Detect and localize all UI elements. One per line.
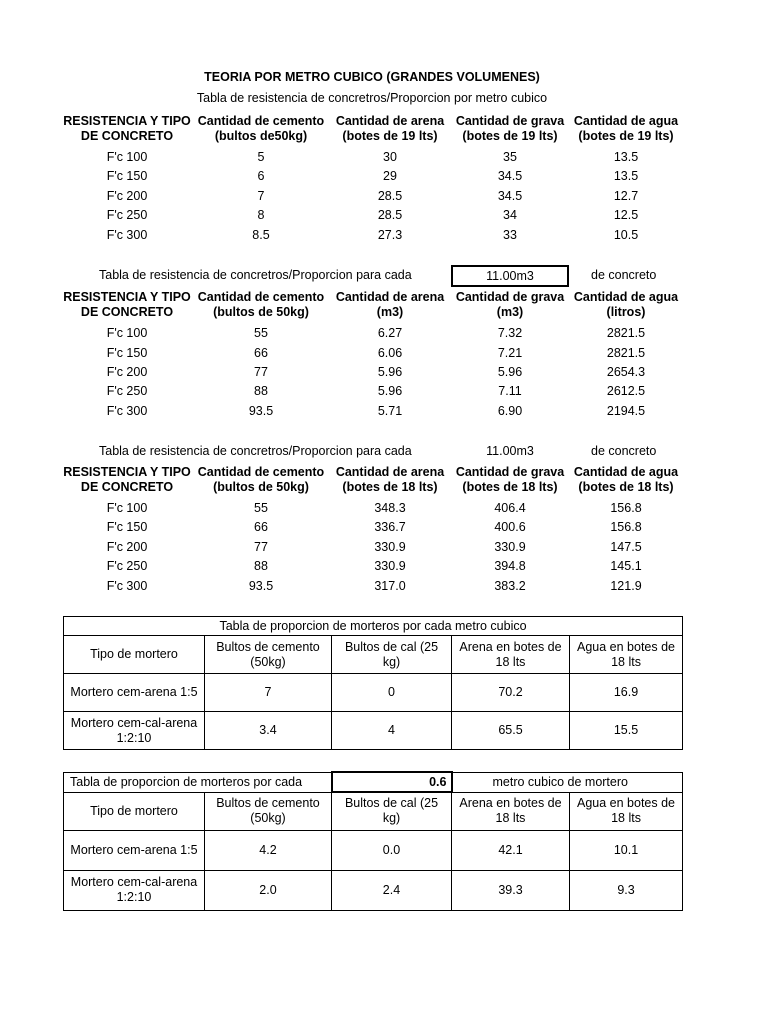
cell: Mortero cem-arena 1:5 bbox=[64, 830, 205, 870]
header-agua: Agua en botes de 18 lts bbox=[570, 792, 683, 830]
cell: 6.06 bbox=[377, 346, 403, 360]
table-row bbox=[0, 577, 768, 595]
cell: Mortero cem-cal-arena 1:2:10 bbox=[64, 712, 205, 750]
cell: 34.5 bbox=[497, 169, 523, 183]
cell: 156.8 bbox=[610, 501, 642, 515]
cell: 348.3 bbox=[374, 501, 406, 515]
section2-subtitle: Tabla de resistencia de concretros/Proporcion para cada bbox=[99, 268, 412, 282]
cell: F'c 100 bbox=[106, 150, 148, 164]
cell: F'c 200 bbox=[106, 189, 148, 203]
cell: 15.5 bbox=[570, 712, 683, 750]
table-row bbox=[0, 344, 768, 362]
cell: 39.3 bbox=[452, 870, 570, 910]
cell: 330.9 bbox=[494, 540, 526, 554]
page-title: TEORIA POR METRO CUBICO (GRANDES VOLUMENES) bbox=[204, 70, 540, 84]
cell: F'c 200 bbox=[106, 365, 148, 379]
cell: 16.9 bbox=[570, 674, 683, 712]
cell: 2821.5 bbox=[606, 326, 646, 340]
header-grava: Cantidad de grava (m3) bbox=[455, 290, 565, 319]
cell: F'c 300 bbox=[106, 228, 148, 242]
cell: 29 bbox=[383, 169, 397, 183]
cell: F'c 250 bbox=[106, 384, 148, 398]
cell: 330.9 bbox=[374, 540, 406, 554]
mortar-table-2 bbox=[63, 771, 683, 911]
cell: 77 bbox=[254, 365, 268, 379]
cell: 330.9 bbox=[374, 559, 406, 573]
cell: 10.1 bbox=[570, 830, 683, 870]
cell: 93.5 bbox=[248, 579, 274, 593]
cell: 7.32 bbox=[497, 326, 523, 340]
cell: 2194.5 bbox=[606, 404, 646, 418]
section3-volume: 11.00m3 bbox=[486, 444, 534, 458]
table-row bbox=[0, 538, 768, 556]
header-arena: Cantidad de arena (m3) bbox=[335, 290, 445, 319]
cell: 383.2 bbox=[494, 579, 526, 593]
table-row bbox=[0, 206, 768, 224]
cell: 2.4 bbox=[332, 870, 452, 910]
table-row bbox=[64, 674, 683, 712]
header-cemento: Cantidad de cemento (bultos de 50kg) bbox=[197, 290, 325, 319]
cell: 6 bbox=[257, 169, 265, 183]
cell: 88 bbox=[254, 384, 268, 398]
table-row bbox=[64, 870, 683, 910]
cell: F'c 250 bbox=[106, 208, 148, 222]
header-grava: Cantidad de grava (botes de 18 lts) bbox=[455, 465, 565, 494]
table-row bbox=[64, 636, 683, 674]
section2-suffix: de concreto bbox=[591, 268, 657, 282]
cell: 27.3 bbox=[377, 228, 403, 242]
cell: 55 bbox=[254, 326, 268, 340]
cell: 28.5 bbox=[377, 208, 403, 222]
section1-subtitle: Tabla de resistencia de concretros/Proporcion por metro cubico bbox=[196, 91, 548, 105]
header-cemento: Bultos de cemento (50kg) bbox=[205, 636, 332, 674]
cell: 35 bbox=[503, 150, 517, 164]
cell: F'c 150 bbox=[106, 520, 148, 534]
cell: F'c 300 bbox=[106, 579, 148, 593]
cell: 317.0 bbox=[374, 579, 406, 593]
table-row bbox=[0, 187, 768, 205]
mortar-table-2-suffix: metro cubico de mortero bbox=[452, 772, 683, 792]
cell: 10.5 bbox=[613, 228, 639, 242]
cell: 4 bbox=[332, 712, 452, 750]
table-row bbox=[64, 830, 683, 870]
table-row bbox=[0, 518, 768, 536]
table-row bbox=[0, 226, 768, 244]
cell: 42.1 bbox=[452, 830, 570, 870]
section3-suffix: de concreto bbox=[591, 444, 657, 458]
cell: 8.5 bbox=[252, 228, 270, 242]
cell: 336.7 bbox=[374, 520, 406, 534]
mortar-table-2-title: Tabla de proporcion de morteros por cada bbox=[64, 772, 332, 792]
cell: 5.96 bbox=[377, 365, 403, 379]
header-agua: Cantidad de agua (botes de 19 lts) bbox=[573, 114, 679, 143]
header-cal: Bultos de cal (25 kg) bbox=[332, 792, 452, 830]
cell: 2612.5 bbox=[606, 384, 646, 398]
table-row bbox=[64, 617, 683, 636]
cell: 0.0 bbox=[332, 830, 452, 870]
cell: 5.71 bbox=[377, 404, 403, 418]
cell: 5 bbox=[257, 150, 265, 164]
cell: 406.4 bbox=[494, 501, 526, 515]
header-arena: Arena en botes de 18 lts bbox=[452, 636, 570, 674]
header-agua: Cantidad de agua (litros) bbox=[573, 290, 679, 319]
table-row bbox=[0, 148, 768, 166]
cell: 55 bbox=[254, 501, 268, 515]
cell: 156.8 bbox=[610, 520, 642, 534]
header-arena: Cantidad de arena (botes de 18 lts) bbox=[335, 465, 445, 494]
cell: 4.2 bbox=[205, 830, 332, 870]
cell: 147.5 bbox=[610, 540, 642, 554]
header-cemento: Cantidad de cemento (bultos de50kg) bbox=[197, 114, 325, 143]
cell: F'c 300 bbox=[106, 404, 148, 418]
cell: 6.27 bbox=[377, 326, 403, 340]
cell: 2.0 bbox=[205, 870, 332, 910]
header-cemento: Bultos de cemento (50kg) bbox=[205, 792, 332, 830]
cell: 93.5 bbox=[248, 404, 274, 418]
cell: F'c 150 bbox=[106, 346, 148, 360]
cell: 7 bbox=[257, 189, 265, 203]
cell: 2654.3 bbox=[606, 365, 646, 379]
cell: 7.11 bbox=[498, 384, 522, 398]
header-cal: Bultos de cal (25 kg) bbox=[332, 636, 452, 674]
cell: Mortero cem-arena 1:5 bbox=[64, 674, 205, 712]
cell: 77 bbox=[254, 540, 268, 554]
table-row bbox=[0, 324, 768, 342]
cell: 7.21 bbox=[497, 346, 523, 360]
cell: 121.9 bbox=[610, 579, 642, 593]
cell: 8 bbox=[257, 208, 265, 222]
cell: 70.2 bbox=[452, 674, 570, 712]
mortar-table-1-title: Tabla de proporcion de morteros por cada metro cubico bbox=[64, 617, 683, 636]
cell: 7 bbox=[205, 674, 332, 712]
cell: 13.5 bbox=[613, 150, 639, 164]
cell: F'c 100 bbox=[106, 501, 148, 515]
table-row bbox=[0, 499, 768, 517]
table-row bbox=[0, 382, 768, 400]
cell: 145.1 bbox=[610, 559, 642, 573]
header-resistencia: RESISTENCIA Y TIPO DE CONCRETO bbox=[63, 465, 191, 494]
header-resistencia: RESISTENCIA Y TIPO DE CONCRETO bbox=[63, 290, 191, 319]
cell: 5.96 bbox=[497, 365, 523, 379]
section3-subtitle: Tabla de resistencia de concretros/Proporcion para cada bbox=[99, 444, 412, 458]
cell: 0 bbox=[332, 674, 452, 712]
cell: 5.96 bbox=[377, 384, 403, 398]
cell: 28.5 bbox=[377, 189, 403, 203]
cell: 3.4 bbox=[205, 712, 332, 750]
header-arena: Arena en botes de 18 lts bbox=[452, 792, 570, 830]
table-row bbox=[0, 363, 768, 381]
cell: 12.5 bbox=[613, 208, 639, 222]
header-grava: Cantidad de grava (botes de 19 lts) bbox=[455, 114, 565, 143]
mortar-table-1 bbox=[63, 616, 683, 750]
table-row bbox=[0, 402, 768, 420]
cell: 88 bbox=[254, 559, 268, 573]
section2-volume-input[interactable]: 11.00m3 bbox=[451, 265, 569, 287]
cell: 34.5 bbox=[497, 189, 523, 203]
header-arena: Cantidad de arena (botes de 19 lts) bbox=[335, 114, 445, 143]
table-row bbox=[64, 772, 683, 792]
header-tipo: Tipo de mortero bbox=[64, 636, 205, 674]
table-row bbox=[0, 167, 768, 185]
cell: 9.3 bbox=[570, 870, 683, 910]
cell: 34 bbox=[503, 208, 517, 222]
cell: 394.8 bbox=[494, 559, 526, 573]
header-resistencia: RESISTENCIA Y TIPO DE CONCRETO bbox=[63, 114, 191, 143]
cell: 65.5 bbox=[452, 712, 570, 750]
header-agua: Cantidad de agua (botes de 18 lts) bbox=[573, 465, 679, 494]
cell: 30 bbox=[383, 150, 397, 164]
table-row bbox=[64, 792, 683, 830]
cell: Mortero cem-cal-arena 1:2:10 bbox=[64, 870, 205, 910]
header-agua: Agua en botes de 18 lts bbox=[570, 636, 683, 674]
header-cemento: Cantidad de cemento (bultos de 50kg) bbox=[197, 465, 325, 494]
header-tipo: Tipo de mortero bbox=[64, 792, 205, 830]
cell: 66 bbox=[254, 520, 268, 534]
table-row bbox=[64, 712, 683, 750]
cell: 400.6 bbox=[494, 520, 526, 534]
cell: F'c 150 bbox=[106, 169, 148, 183]
cell: F'c 250 bbox=[106, 559, 148, 573]
cell: 6.90 bbox=[497, 404, 523, 418]
cell: 2821.5 bbox=[606, 346, 646, 360]
table-row bbox=[0, 557, 768, 575]
cell: 66 bbox=[254, 346, 268, 360]
cell: 12.7 bbox=[613, 189, 639, 203]
cell: 13.5 bbox=[613, 169, 639, 183]
cell: F'c 200 bbox=[106, 540, 148, 554]
mortar-volume-input[interactable]: 0.6 bbox=[332, 772, 452, 792]
cell: F'c 100 bbox=[106, 326, 148, 340]
cell: 33 bbox=[503, 228, 517, 242]
